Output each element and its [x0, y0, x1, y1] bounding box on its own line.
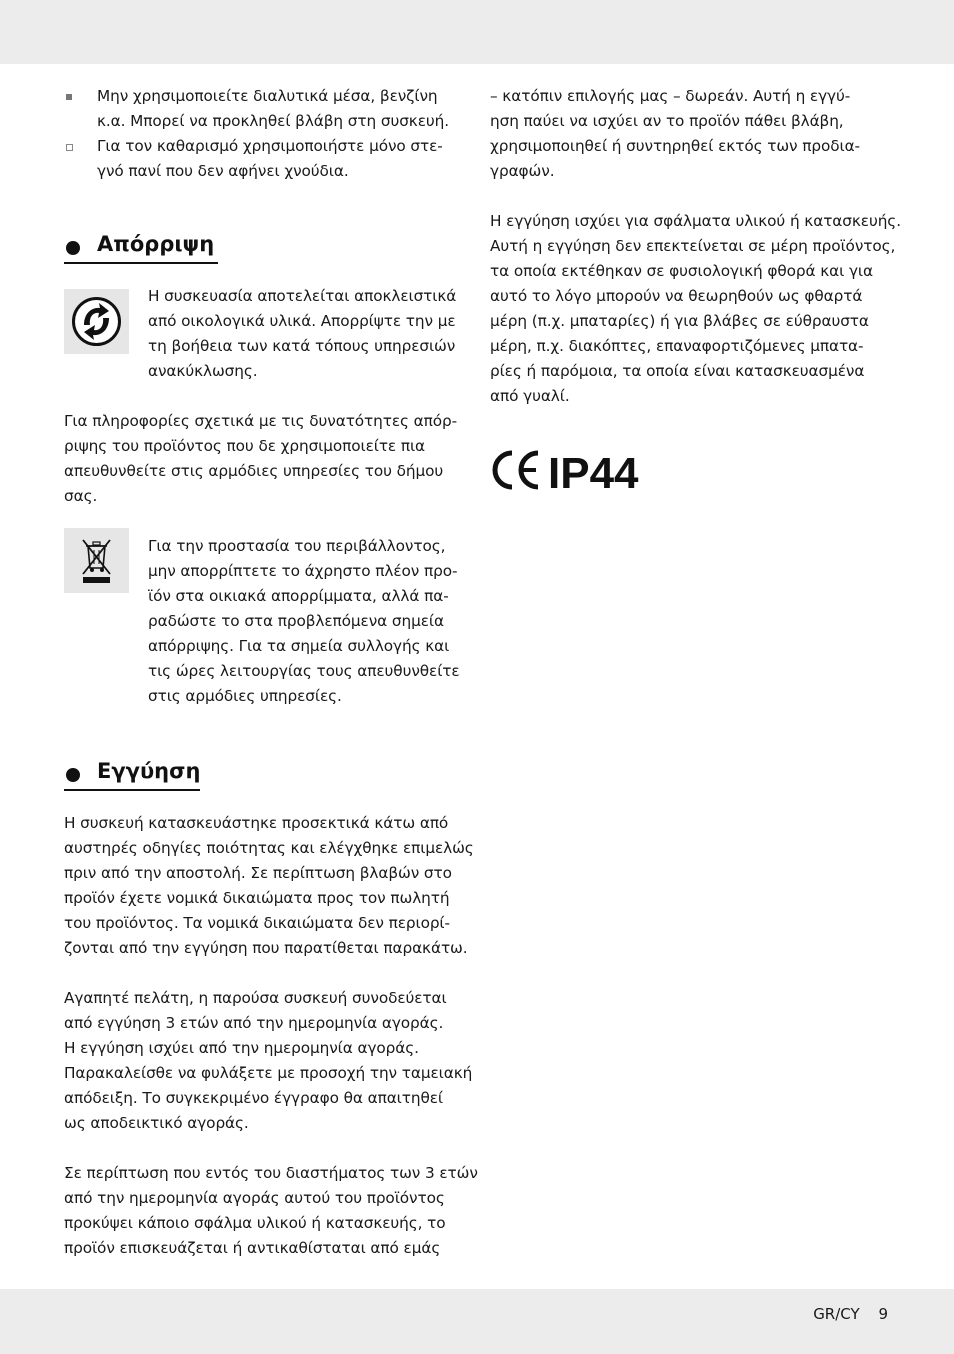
text-line: πριν από την αποστολή. Σε περίπτωση βλαβών στο: [64, 864, 452, 882]
text-line: ζονται από την εγγύηση που παρατίθεται παρακάτω.: [64, 939, 468, 957]
heading-text: Απόρριψη: [97, 232, 215, 256]
warranty-paragraph-5: [490, 209, 901, 409]
warranty-paragraph-2: [64, 986, 473, 1136]
text-line: στις αρμόδιες υπηρεσίες.: [148, 687, 342, 705]
section-heading-disposal: [64, 234, 466, 262]
heading-text: Εγγύηση: [97, 759, 201, 783]
text-line: Για τον καθαρισμό χρησιμοποιήστε μόνο στε-: [97, 137, 443, 155]
text-line: ϊόν στα οικιακά απορρίμματα, αλλά πα-: [148, 587, 449, 605]
text-line: αυστηρές οδηγίες ποιότητας και ελέγχθηκε επιμελώς: [64, 839, 474, 857]
text-line: Για την προστασία του περιβάλλοντος,: [148, 537, 446, 555]
disposal-info-paragraph: [64, 409, 466, 509]
text-line: ηση παύει να ισχύει αν το προϊόν πάθει βλάβη,: [490, 112, 844, 130]
text-line: τις ώρες λειτουργίας τους απευθυνθείτε: [148, 662, 460, 680]
text-line: γνό πανί που δεν αφήνει χνούδια.: [97, 162, 349, 180]
text-line: από την ημερομηνία αγοράς αυτού του προϊόντος: [64, 1189, 445, 1207]
text-line: ριψης του προϊόντος που δε χρησιμοποιείτε πια: [64, 437, 426, 455]
text-line: προκύψει κάποιο σφάλμα υλικού ή κατασκευής, το: [64, 1214, 446, 1232]
text-line: Η εγγύηση ισχύει για σφάλματα υλικού ή κατασκευής.: [490, 212, 901, 230]
left-column: [64, 84, 478, 1261]
text-line: αυτό το λόγο μπορούν να θεωρηθούν ως φθαρτά: [490, 287, 863, 305]
text-line: μέρη (π.χ. μπαταρίες) ή για βλάβες σε εύθραυστα: [490, 312, 869, 330]
text-line: Παρακαλείσθε να φυλάξετε με προσοχή την ταμειακή: [64, 1064, 473, 1082]
bullet-hollow-square-icon: [66, 144, 73, 151]
text-line: Για πληροφορίες σχετικά με τις δυνατότητες απόρ-: [64, 412, 458, 430]
page-footer: [799, 1305, 888, 1323]
top-margin-band: [0, 0, 954, 64]
bullet-item-solvents: [64, 84, 466, 134]
text-line: – κατόπιν επιλογής μας – δωρεάν. Αυτή η εγγύ-: [490, 87, 851, 105]
text-line: απόδειξη. Το συγκεκριμένο έγγραφο θα απαιτηθεί: [64, 1089, 443, 1107]
text-line: από οικολογικά υλικά. Απορρίψτε την με: [148, 312, 456, 330]
text-line: Σε περίπτωση που εντός του διαστήματος των 3 ετών: [64, 1164, 478, 1182]
crossed-out-wheelie-bin-icon: [64, 528, 129, 593]
text-line: Η εγγύηση ισχύει από την ημερομηνία αγοράς.: [64, 1039, 419, 1057]
heading-underline: [64, 262, 218, 264]
text-line: Μην χρησιμοποιείτε διαλυτικά μέσα, βενζίνη: [97, 87, 438, 105]
text-line: μέρη, π.χ. διακόπτες, επαναφορτιζόμενες μπατα-: [490, 337, 864, 355]
text-line: τα οποία εκτέθηκαν σε φυσιολογική φθορά και για: [490, 262, 873, 280]
text-line: τη βοήθεια των κατά τόπους υπηρεσιών: [148, 337, 456, 355]
heading-underline: [64, 789, 200, 791]
text-line: Αγαπητέ πελάτη, η παρούσα συσκευή συνοδεύεται: [64, 989, 447, 1007]
warranty-paragraph-3: [64, 1161, 478, 1261]
heading-bullet-icon: [66, 768, 80, 782]
heading-bullet-icon: [66, 241, 80, 255]
bullet-item-cloth: [64, 134, 466, 184]
text-line: σας.: [64, 487, 98, 505]
text-line: χρησιμοποιηθεί ή συντηρηθεί εκτός των προδια-: [490, 137, 860, 155]
text-line: ανακύκλωσης.: [148, 362, 258, 380]
ce-ip44-marking: [490, 443, 892, 503]
warranty-paragraph-1: [64, 811, 474, 961]
text-line: μην απορρίπτετε το άχρηστο πλέον προ-: [148, 562, 458, 580]
text-line: ραδώστε το στα προβλεπόμενα σημεία: [148, 612, 444, 630]
text-line: ρίες ή παρόμοια, τα οποία είναι κατασκευασμένα: [490, 362, 865, 380]
bullet-square-icon: [66, 94, 72, 100]
text-line: προϊόν επισκευάζεται ή αντικαθίσταται από εμάς: [64, 1239, 441, 1257]
warranty-paragraph-4: [490, 84, 892, 184]
section-heading-warranty: [64, 761, 466, 789]
text-line: απευθυνθείτε στις αρμόδιες υπηρεσίες του δήμου: [64, 462, 444, 480]
right-column: [490, 84, 901, 503]
text-line: του προϊόντος. Τα νομικά δικαιώματα δεν περιορί-: [64, 914, 450, 932]
green-dot-recycling-icon: [64, 289, 129, 354]
ip-rating-text: IP44: [548, 449, 639, 498]
page-number: 9: [878, 1305, 888, 1323]
text-line: απόρριψης. Για τα σημεία συλλογής και: [148, 637, 450, 655]
ce-mark-icon: [490, 443, 650, 503]
region-label: GR/CY: [813, 1305, 860, 1323]
text-line: Η συσκευασία αποτελείται αποκλειστικά: [148, 287, 457, 305]
weee-notice: [64, 534, 466, 709]
recycling-notice: [64, 284, 466, 384]
text-line: από γυαλί.: [490, 387, 570, 405]
text-line: Η συσκευή κατασκευάστηκε προσεκτικά κάτω από: [64, 814, 449, 832]
text-line: κ.α. Μπορεί να προκληθεί βλάβη στη συσκευή.: [97, 112, 449, 130]
text-line: ως αποδεικτικό αγοράς.: [64, 1114, 249, 1132]
text-line: προϊόν έχετε νομικά δικαιώματα προς τον πωλητή: [64, 889, 450, 907]
text-line: από εγγύηση 3 ετών από την ημερομηνία αγοράς.: [64, 1014, 444, 1032]
text-line: Αυτή η εγγύηση δεν επεκτείνεται σε μέρη προϊόντος,: [490, 237, 896, 255]
text-line: γραφών.: [490, 162, 555, 180]
